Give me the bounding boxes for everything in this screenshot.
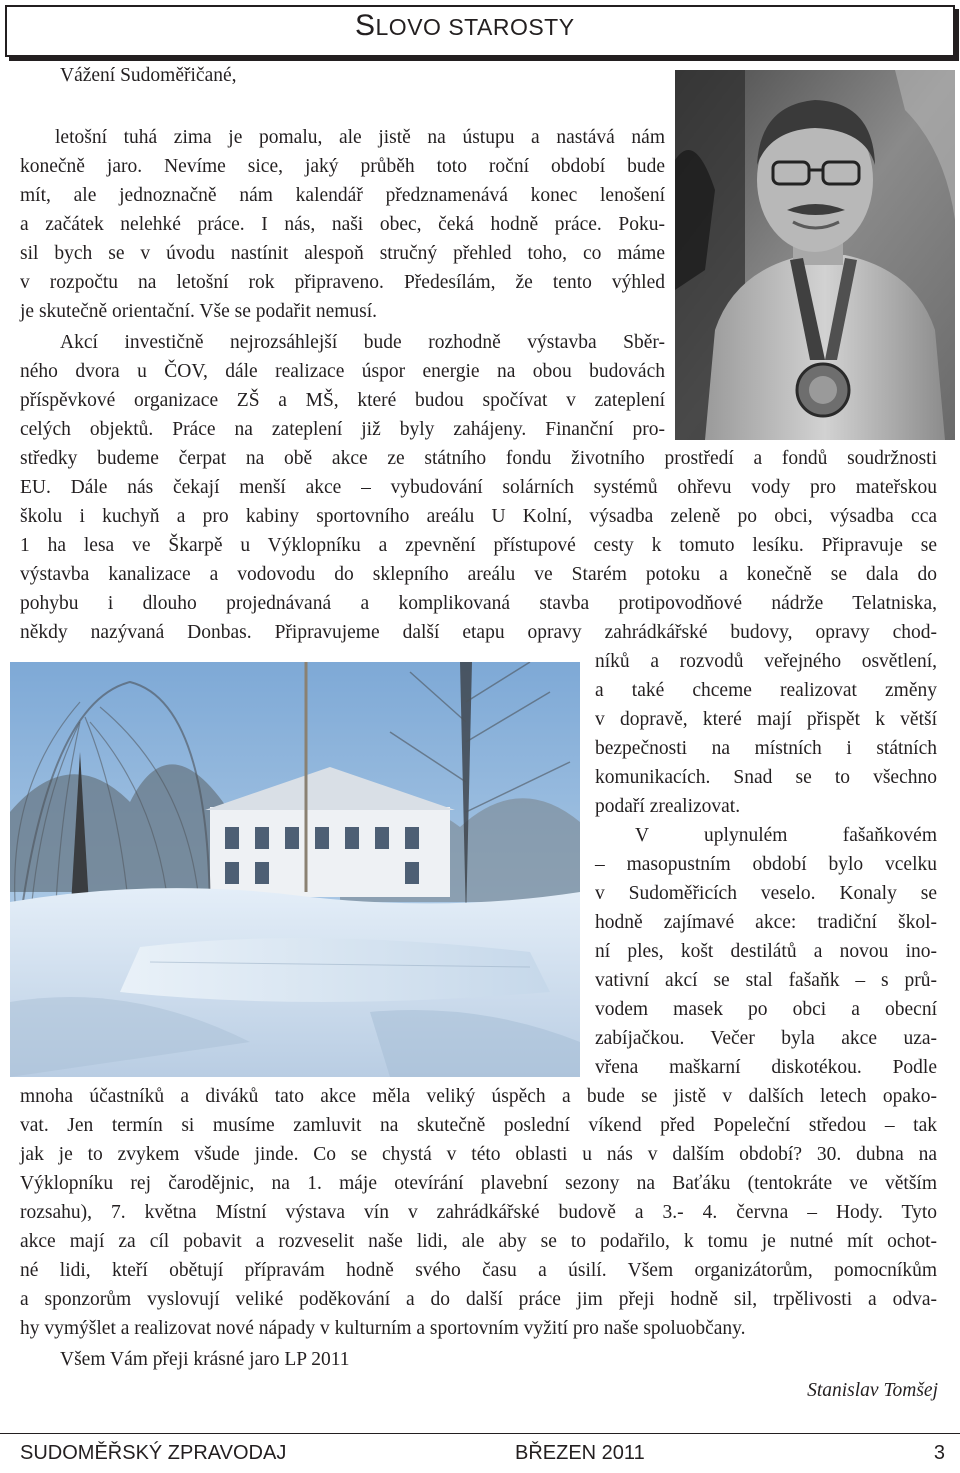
page-number: 3 xyxy=(933,1442,945,1464)
text-line: celých objektů. Práce na zateplení již byly zahájeny. Finanční pro- xyxy=(20,419,665,440)
text-line: příspěvkové organizace ZŠ a MŠ, které budou spočívat v zateplení xyxy=(20,390,665,411)
text-line: ní ples, košt destilátů a novou ino- xyxy=(595,941,937,962)
text-line: konečně jaro. Nevíme sice, jaký průběh toto roční období bude xyxy=(20,156,665,177)
text-line: někdy nazývaná Donbas. Připravujeme další etapu opravy zahrádkářské budovy, opravy chod- xyxy=(20,622,937,643)
footer-publication: SUDOMĚŘSKÝ ZPRAVODAJ xyxy=(20,1442,287,1464)
text-line: hodně zajímavé akce: tradiční škol- xyxy=(595,912,937,933)
signature: Stanislav Tomšej xyxy=(807,1380,938,1401)
text-line: rozsahu), 7. května Místní výstava vín v zahrádkářské budově a 3.- 4. června – Hody. Tyto xyxy=(20,1202,937,1223)
text-line: – masopustním období bylo vcelku xyxy=(595,854,937,875)
text-line: mnoha účastníků a diváků tato akce měla veliký úspěch a bude se jistě v dalších letech opako- xyxy=(20,1086,937,1107)
greeting: Vážení Sudoměřičané, xyxy=(60,65,237,86)
text-line: a také chceme realizovat změny xyxy=(595,680,937,701)
text-line: ného dvora u ČOV, dále realizace úspor energie na obou budovách xyxy=(20,361,665,382)
text-line: výstavba kanalizace a vodovodu do sklepního areálu ve Starém potoku a konečně se dala do xyxy=(20,564,937,585)
text-line: komunikacích. Snad se to všechno xyxy=(595,767,937,788)
text-line: akce mají za cíl pobavit a rozveselit naše lidi, ale aby se to podařilo, k tomu je nutné mít ochot- xyxy=(20,1231,937,1252)
text-line: vodem masek po obci a obecní xyxy=(595,999,937,1020)
text-line: středky budeme čerpat na obě akce ze státního fondu životního prostředí a fondů soudržnosti xyxy=(20,448,937,469)
text-line: a sponzorům vyslovují veliké poděkování a do další práce jim přeji hodně sil, trpělivosti a odva- xyxy=(20,1289,937,1310)
text-line: Akcí investičně nejrozsáhlejší bude rozhodně výstavba Sběr- xyxy=(60,332,665,353)
text-line: a začátek nelehké práce. I nás, naši obec, čeká hodně práce. Poku- xyxy=(20,214,665,235)
text-line: jak je to zvykem všude jinde. Co se chystá v této oblasti u nás v dalším období? 30. dubna na xyxy=(20,1144,937,1165)
text-line: školu i kuchyň a pro kabiny sportovního areálu U Kolní, výsadba zeleně po obci, výsadba cca xyxy=(20,506,937,527)
text-line: V uplynulém fašaňkovém xyxy=(635,825,937,846)
text-line: níků a rozvodů veřejného osvětlení, xyxy=(595,651,937,672)
text-line: pohybu i dlouho projednávaná a komplikovaná stavba protipovodňové nádrže Telatniska, xyxy=(20,593,937,614)
text-line: mít, ale jednoznačně nám kalendář předznamenává konec lenošení xyxy=(20,185,665,206)
text-line: 1 ha lesa ve Škarpě u Výklopníku a zpevnění přístupové cesty k tomuto lesíku. Připravuje se xyxy=(20,535,937,556)
text-line: Výklopníku rej čarodějnic, na 1. máje otevírání plavební sezony na Baťáku (tentokráte ve větším xyxy=(20,1173,937,1194)
text-line: letošní tuhá zima je pomalu, ale jistě na ústupu a nastává nám xyxy=(55,127,665,148)
text-line: EU. Dále nás čekají menší akce – vybudování solárních systémů ohřevu vody pro mateřskou xyxy=(20,477,937,498)
text-line: né lidi, kteří obětují přípravám hodně svého času a úsilí. Všem organizátorům, pomocníkům xyxy=(20,1260,937,1281)
text-line: je skutečně orientační. Vše se podařit nemusí. xyxy=(20,301,378,322)
page-title: SLOVO STAROSTY xyxy=(355,9,575,42)
text-line: v rozpočtu na letošní rok připraveno. Předesílám, že tento výhled xyxy=(20,272,665,293)
winter-village-photo xyxy=(10,662,580,1077)
text-line: podaří zrealizovat. xyxy=(595,796,741,817)
text-line: sil bych se v úvodu nastínit alespoň stručný přehled toho, co máme xyxy=(20,243,665,264)
text-line: vat. Jen termín si musíme zamluvit na skutečně poslední víkend před Popeleční středou – tak xyxy=(20,1115,937,1136)
footer-divider xyxy=(0,1433,960,1434)
text-line: v dopravě, které mají přispět k větší xyxy=(595,709,937,730)
text-line: zabíjačkou. Večer byla akce uza- xyxy=(595,1028,937,1049)
closing-line: Všem Vám přeji krásné jaro LP 2011 xyxy=(60,1349,350,1370)
text-line: vřena maškarní diskotékou. Podle xyxy=(595,1057,937,1078)
mayor-portrait-photo xyxy=(675,70,955,440)
text-line: v Sudoměřicích veselo. Konaly se xyxy=(595,883,937,904)
text-line: bezpečnosti na místních i státních xyxy=(595,738,937,759)
footer-date: BŘEZEN 2011 xyxy=(515,1442,645,1464)
text-line: hy vymýšlet a realizovat nové nápady v kulturním a sportovním vyžití pro naše spoluobčany. xyxy=(20,1318,746,1339)
text-line: vativní akcí se stal fašaňk – s prů- xyxy=(595,970,937,991)
